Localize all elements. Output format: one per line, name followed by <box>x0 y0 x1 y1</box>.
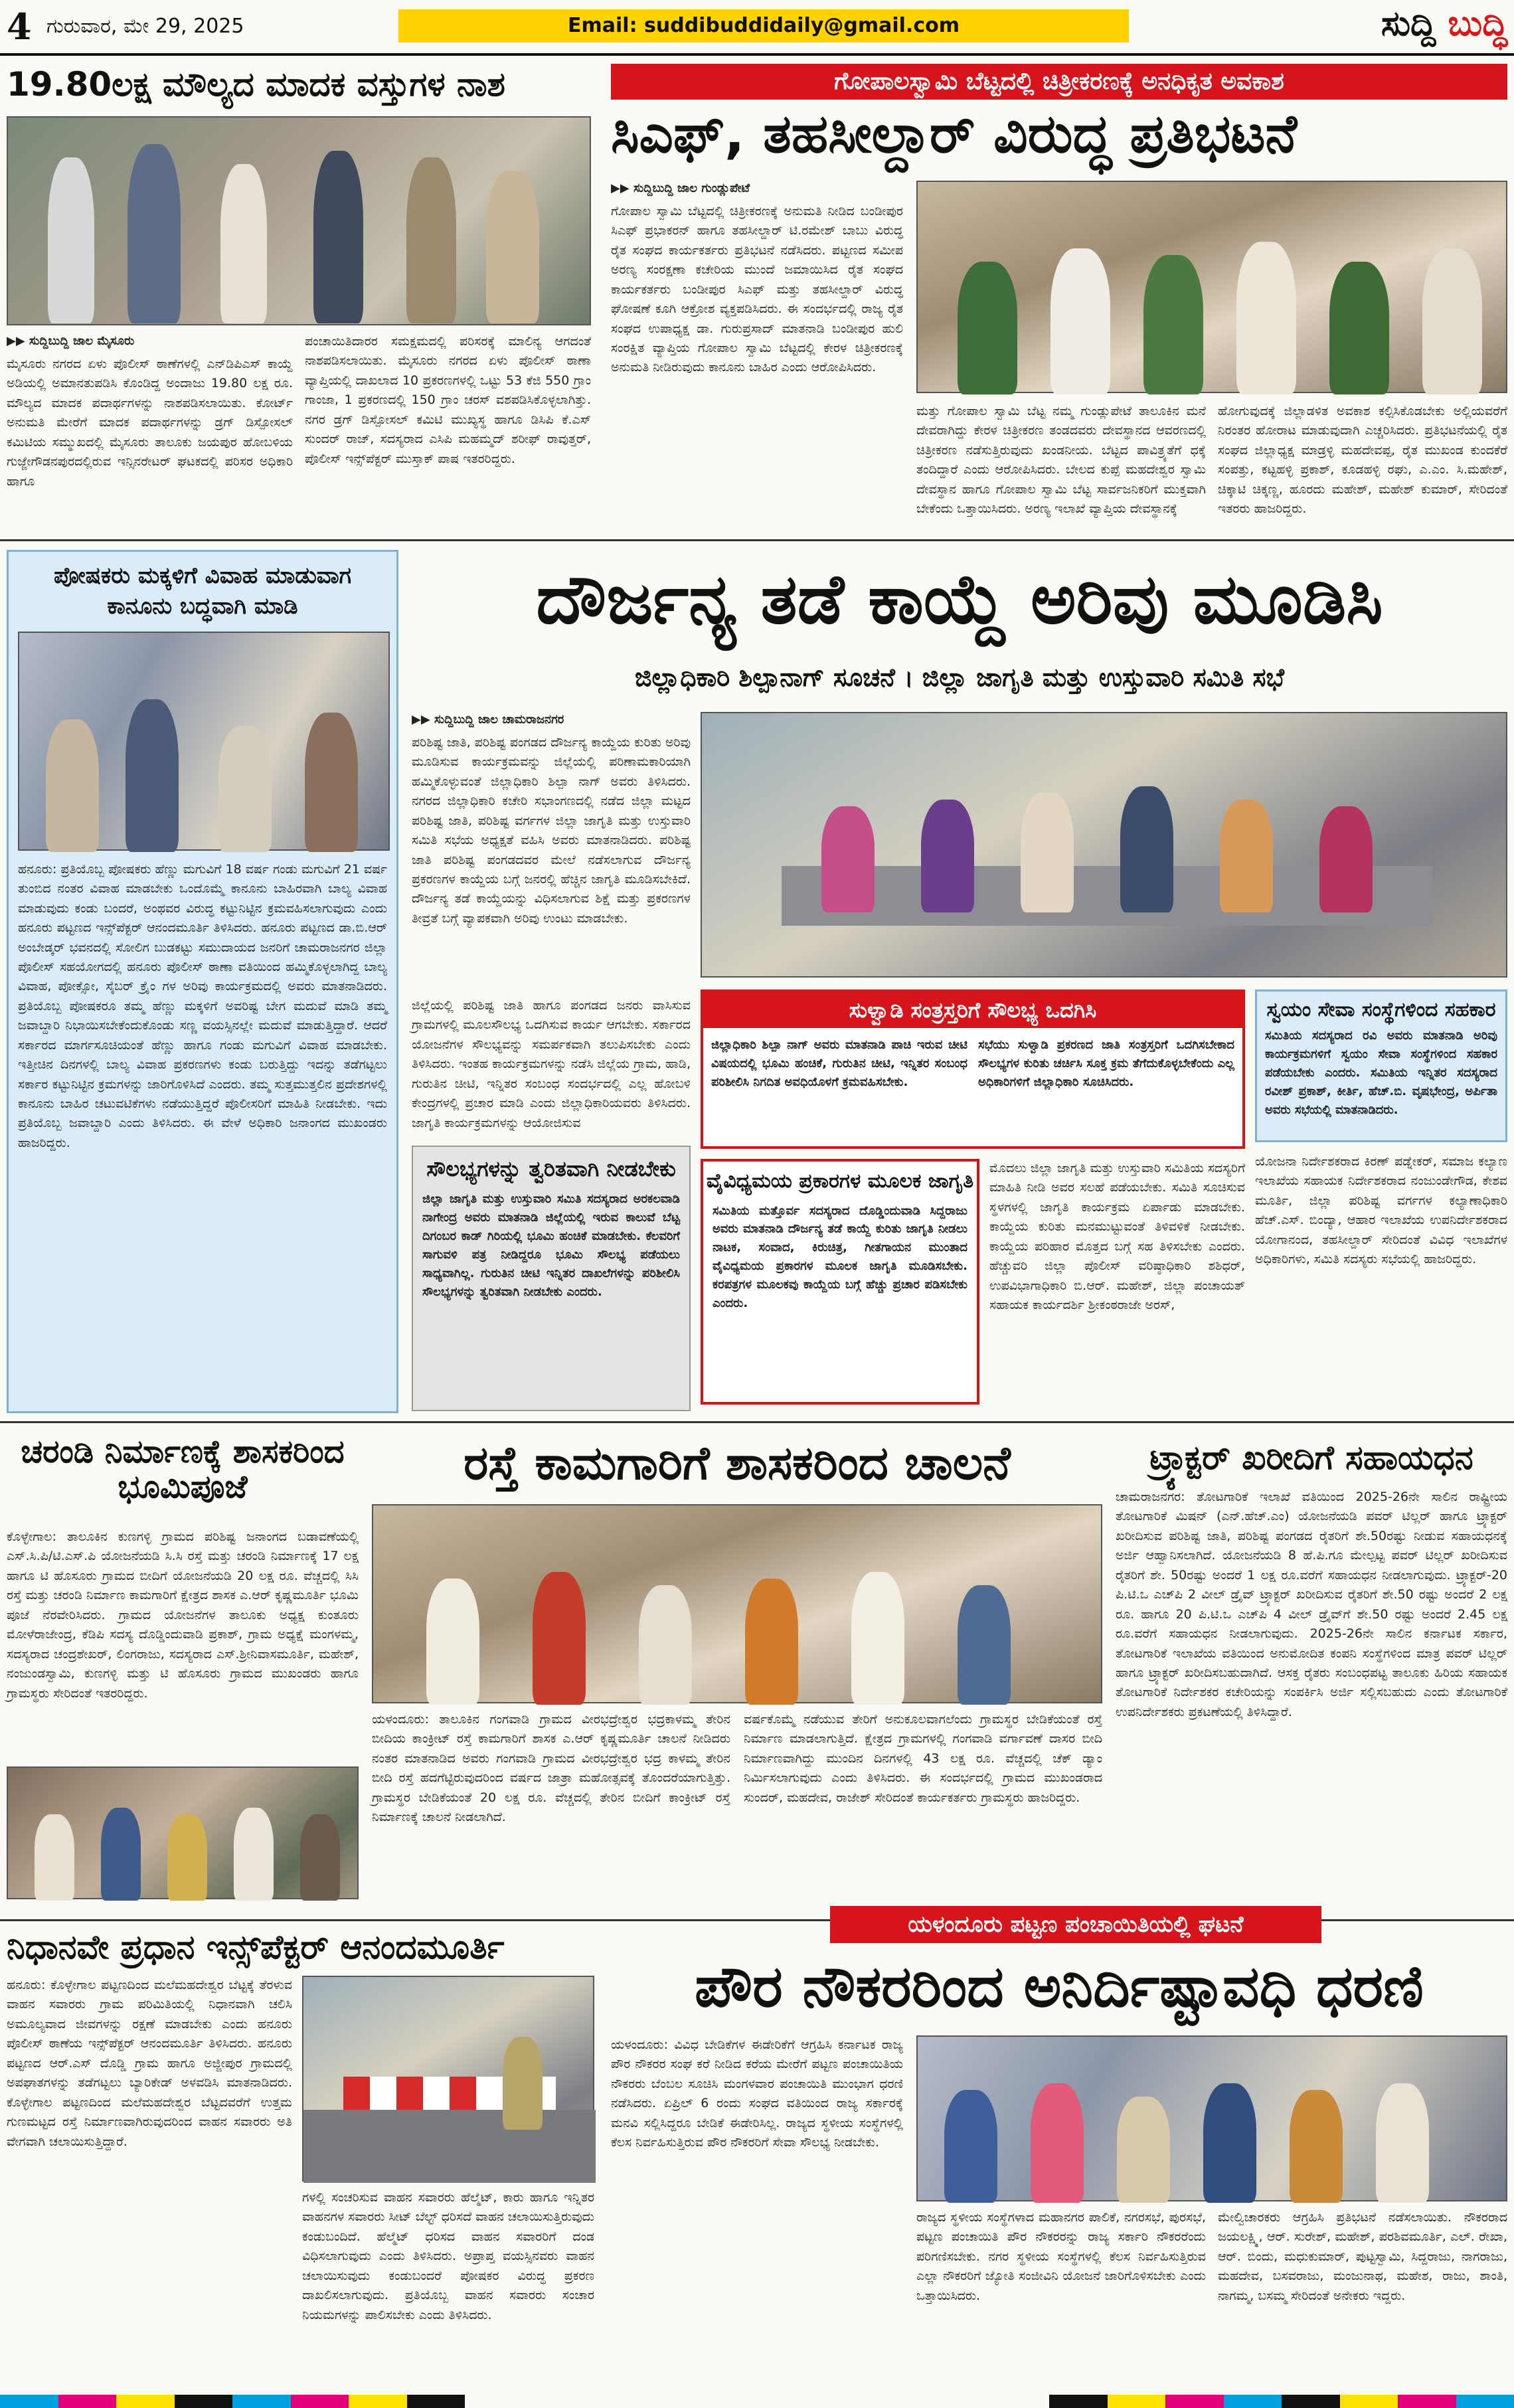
box-sulwadi-right: ಸಭೆಯು ಸುಳ್ವಾಡಿ ಪ್ರಕರಣದ ಜಾತಿ ಸಂತ್ರಸ್ತರಿಗೆ ಒದಗಿಸಬೇಕಾದ ಸೌಲಭ್ಯಗಳ ಕುರಿತು ಚರ್ಚಿಸಿ ಸೂಕ್ತ ಕ್ರಮ ತೆಗೆದುಕೊಳ್ಳಬೇಕೆಂದು ಎಲ್ಲ ಅಧಿಕಾರಿಗಳಿಗೆ ಜಿಲ್ಲಾಧಿಕಾರಿ ಸೂಚಿಸಿದರು. <box>978 1038 1234 1089</box>
story1-col1: ಮೈಸೂರು ನಗರದ ಏಳು ಪೊಲೀಸ್ ಠಾಣೆಗಳಲ್ಲಿ ಎನ್‌ಡಿಪಿಎಸ್ ಕಾಯ್ದೆ ಅಡಿಯಲ್ಲಿ ಅಮಾನತುಪಡಿಸಿ ಕೊಂಡಿದ್ದ ಅಂದಾಜು 19.80 ಲಕ್ಷ ರೂ. ಮೌಲ್ಯದ ಮಾದಕ ಪದಾರ್ಥಗಳನ್ನು ನಾಶಪಡಿಸಲಾಯಿತು. ಕೋರ್ಟ್ ಅನುಮತಿ ಮೇರೆಗೆ ಮಾದಕ ಪದಾರ್ಥಗಳನ್ನು ಡ್ರಗ್ ಡಿಸ್ಪೋಸಲ್ ಕಮಿಟಿಯ ಸಮ್ಮುಖದಲ್ಲಿ ಮೈಸೂರು ತಾಲೂಕು ಜಯಪುರ ಹೋಬಳಿಯ ಗುಜ್ಜೇಗೌಡನಪುರದಲ್ಲಿರುವ ಇನ್ಸಿನರೇಟರ್ ಘಟಕದಲ್ಲಿ ಪರಿಸರ ಅಧಿಕಾರಿ ಹಾಗೂ <box>7 356 293 489</box>
story4-col1: ಪರಿಶಿಷ್ಟ ಜಾತಿ, ಪರಿಶಿಷ್ಟ ಪಂಗಡದ ದೌರ್ಜನ್ಯ ಕಾಯ್ದೆಯ ಕುರಿತು ಅರಿವು ಮೂಡಿಸುವ ಕಾರ್ಯಕ್ರಮವನ್ನು ಜಿಲ್ಲೆಯಲ್ಲಿ ಪರಿಣಾಮಕಾರಿಯಾಗಿ ಹಮ್ಮಿಕೊಳ್ಳುವಂತೆ ಜಿಲ್ಲಾಧಿಕಾರಿ ಶಿಲ್ಪಾ ನಾಗ್ ಅವರು ತಿಳಿಸಿದರು. ನಗರದ ಜಿಲ್ಲಾಧಿಕಾರಿ ಕಚೇರಿ ಸಭಾಂಗಣದಲ್ಲಿ ನಡೆದ ಜಿಲ್ಲಾ ಮಟ್ಟದ ಪರಿಶಿಷ್ಟ ಜಾತಿ, ಪರಿಶಿಷ್ಟ ವರ್ಗಗಳ ಜಿಲ್ಲಾ ಜಾಗೃತಿ ಮತ್ತು ಉಸ್ತುವಾರಿ ಸಮಿತಿ ಸಭೆಯ ಅಧ್ಯಕ್ಷತೆ ವಹಿಸಿ ಅವರು ಮಾತನಾಡಿದರು. ಪರಿಶಿಷ್ಟ ಜಾತಿ ಪರಿಶಿಷ್ಟ ಪಂಗಡದವರ ಮೇಲೆ ನಡೆಸಲಾಗುವ ದೌರ್ಜನ್ಯ ಪ್ರಕರಣಗಳ ಕಾಯ್ದೆಯ ಬಗ್ಗೆ ಜನರಲ್ಲಿ ಹೆಚ್ಚಿನ ಜಾಗೃತಿ ಮೂಡಿಸಬೇಕಿದೆ. ದೌರ್ಜನ್ಯ ತಡೆ ಕಾಯ್ದೆಯನ್ನು ವಿಧಿಸಲಾಗುವ ಶಿಕ್ಷೆ ಮತ್ತು ಪ್ರಕರಣಗಳ ತೀವ್ರತೆ ಬಗ್ಗೆ ವ್ಯಾಪಕವಾಗಿ ಅರಿವು ಉಂಟು ಮಾಡಬೇಕು. <box>412 734 691 926</box>
story8-col1: ಹನೂರು: ಕೊಳ್ಳೇಗಾಲ ಪಟ್ಟಣದಿಂದ ಮಲೆಮಹದೇಶ್ವರ ಬೆಟ್ಟಕ್ಕೆ ತೆರಳುವ ವಾಹನ ಸವಾರರು ಗ್ರಾಮ ಪರಿಮಿತಿಯಲ್ಲಿ ನಿಧಾನವಾಗಿ ಚಲಿಸಿ ಅಮೂಲ್ಯವಾದ ಜೀವಗಳನ್ನು ರಕ್ಷಣೆ ಮಾಡಬೇಕು ಎಂದು ಹನೂರು ಪೊಲೀಸ್ ಠಾಣೆಯ ಇನ್ಸ್‌ಪೆಕ್ಟರ್ ಆನಂದಮೂರ್ತಿ ತಿಳಿಸಿದರು. ಹನೂರು ಪಟ್ಟಣದ ಆರ್.ಎಸ್ ದೊಡ್ಡಿ ಗ್ರಾಮ ಹಾಗೂ ಅಜ್ಜೀಪುರ ಗ್ರಾಮದಲ್ಲಿ ಅಪಘಾತಗಳನ್ನು ತಡೆಗಟ್ಟಲು ಬ್ಯಾರಿಕೇಡ್ ಅಳವಡಿಸಿ ಮಾತನಾಡಿದರು. ಕೊಳ್ಳೇಗಾಲ ಪಟ್ಟಣದಿಂದ ಮಲೆಮಹದೇಶ್ವರ ಬೆಟ್ಟದವರೆಗೆ ಉತ್ತಮ ಗುಣಮಟ್ಟದ ರಸ್ತೆ ನಿರ್ಮಾಣವಾಗಿರುವುದರಿಂದ ವಾಹನ ಸವಾರರು ಅತಿ ವೇಗವಾಗಿ ಚಲಾಯಿಸುತ್ತಿದ್ದಾರೆ. <box>7 1978 292 2149</box>
box-ngo-text: ಸಮಿತಿಯ ಸದಸ್ಯರಾದ ರವಿ ಅವರು ಮಾತನಾಡಿ ಅರಿವು ಕಾರ್ಯಕ್ರಮಗಳಿಗೆ ಸ್ವಯಂ ಸೇವಾ ಸಂಸ್ಥೆಗಳಿಂದ ಸಹಕಾರ ಪಡೆಯಬೇಕು ಎಂದರು. ಸಮಿತಿಯ ಇನ್ನಿತರ ಸದಸ್ಯರಾದ ರವೀಶ್ ಪ್ರಕಾಶ್, ಕೀರ್ತಿ, ಹೆಚ್.ಬಿ. ವೃಷಭೇಂದ್ರ, ಅರ್ಪಿತಾ ಅವರು ಸಭೆಯಲ್ಲಿ ಮಾತನಾಡಿದರು. <box>1265 1029 1497 1117</box>
email-banner: Email: suddibuddidaily@gmail.com <box>398 9 1129 43</box>
story5-text-box <box>7 1527 359 1760</box>
story1-dateline: ▶▶ ಸುದ್ದಿಬುದ್ದಿ ಜಾಲ ಮೈಸೂರು <box>7 334 135 348</box>
box-awareness <box>701 1159 979 1405</box>
story9-col1-box <box>611 2035 903 2381</box>
story8-col2: ಗಳಲ್ಲಿ ಸಂಚರಿಸುವ ವಾಹನ ಸವಾರರು ಹೆಲ್ಮೆಟ್, ಕಾರು ಹಾಗೂ ಇನ್ನಿತರ ವಾಹನಗಳ ಸವಾರರು ಸೀಟ್ ಬೆಲ್ಟ್ ಧರಿಸದೆ ವಾಹನ ಚಲಾಯಿಸುತ್ತಿರುವುದು ಕಂಡುಬಂದಿದೆ. ಹೆಲ್ಮೆಟ್ ಧರಿಸದ ವಾಹನ ಸವಾರರಿಗೆ ದಂಡ ವಿಧಿಸಲಾಗುವುದು ಎಂದು ತಿಳಿಸಿದರು. ಅಪ್ರಾಪ್ತ ವಯಸ್ಸಿನವರು ವಾಹನ ಚಲಾಯಿಸುವುದು ಕಂಡುಬಂದರೆ ಪೋಷಕರ ವಿರುದ್ಧ ಪ್ರಕರಣ ದಾಖಲಿಸಲಾಗುವುದು. ಪ್ರತಿಯೊಬ್ಬ ವಾಹನ ಸವಾರರು ಸಂಚಾರ ನಿಯಮಗಳನ್ನು ಪಾಲಿಸಬೇಕು ಎಂದು ತಿಳಿಸಿದರು. <box>302 2190 594 2322</box>
story6-cols <box>372 1710 1102 1909</box>
story4-photo <box>701 712 1507 978</box>
footer-color-bar-right <box>1049 2395 1514 2408</box>
story4-headline: ದೌರ್ಜನ್ಯ ತಡೆ ಕಾಯ್ದೆ ಅರಿವು ಮೂಡಿಸಿ <box>536 559 1383 640</box>
story7-headline: ಟ್ರ್ಯಾಕ್ಟರ್ ಖರೀದಿಗೆ ಸಹಾಯಧನ <box>1149 1438 1473 1477</box>
story8-photo <box>302 1976 594 2182</box>
story1-headline: 19.80ಲಕ್ಷ ಮೌಲ್ಯದ ಮಾದಕ ವಸ್ತುಗಳ ನಾಶ <box>7 65 505 104</box>
story6-col1: ಯಳಂದೂರು: ತಾಲೂಕಿನ ಗಂಗವಾಡಿ ಗ್ರಾಮದ ವೀರಭದ್ರೇಶ್ವರ ಭದ್ರಕಾಳಮ್ಮ ತೇರಿನ ಬೀದಿಯ ಕಾಂಕ್ರೀಟ್ ರಸ್ತೆ ಕಾಮಗಾರಿಗೆ ಶಾಸಕ ಎ.ಆರ್ ಕೃಷ್ಣಮೂರ್ತಿ ಚಾಲನೆ ನೀಡಿದರು ನಂತರ ಮಾತನಾಡಿದ ಅವರು ಗಂಗವಾಡಿ ಗ್ರಾಮದ ವೀರಭದ್ರೇಶ್ವರ ಭದ್ರ ಕಾಳಮ್ಮ ತೇರಿನ ಬೀದಿ ರಸ್ತೆ ಹದಗೆಟ್ಟಿರುವುದರಿಂದ ವರ್ಷದ ಜಾತ್ರಾ ಮಹೋತ್ಸವಕ್ಕೆ ತೊಂದರೆಯಾಗುತ್ತಿತ್ತು. ಗ್ರಾಮಸ್ಥರ ಬೇಡಿಕೆಯಂತೆ 20 ಲಕ್ಷ ರೂ. ವೆಚ್ಚದಲ್ಲಿ ತೇರಿನ ಬೀದಿಗೆ ಕಾಂಕ್ರೀಟ್ ರಸ್ತೆ ನಿರ್ಮಾಣಕ್ಕೆ ಚಾಲನೆ ನೀಡಲಾಗಿದೆ. <box>372 1712 730 1825</box>
story6-photo <box>372 1504 1102 1703</box>
story9-kicker: ಯಳಂದೂರು ಪಟ್ಟಣ ಪಂಚಾಯಿತಿಯಲ್ಲಿ ಘಟನೆ <box>830 1906 1321 1943</box>
box-facilities <box>412 1146 691 1411</box>
logo-word-2: ಬುದ್ಧಿ <box>1448 4 1507 44</box>
story3-photo <box>18 632 390 851</box>
story4-col1-box <box>412 711 691 989</box>
box-sulwadi-body <box>703 1028 1242 1146</box>
story4-col4: ಯೋಜನಾ ನಿರ್ದೇಶಕರಾದ ಕಿರಣ್ ಪಡ್ನೇಕರ್, ಸಮಾಜ ಕಲ್ಯಾಣ ಇಲಾಖೆಯ ಸಹಾಯಕ ನಿರ್ದೇಶಕರಾದ ನಂಜುಂಡೇಗೌಡ, ಕೇಶವ ಮೂರ್ತಿ, ಜಿಲ್ಲಾ ಪರಿಶಿಷ್ಟ ವರ್ಗಗಳ ಕಲ್ಯಾಣಾಧಿಕಾರಿ ಹೆಚ್.ಎಸ್. ಬಿಂದ್ಯಾ, ಆಹಾರ ಇಲಾಖೆಯ ಉಪನಿರ್ದೇಶಕರಾದ ಯೋಗಾನಂದ, ತಹಸೀಲ್ದಾರ್ ಸೇರಿದಂತೆ ವಿವಿಧ ಇಲಾಖೆಗಳ ಅಧಿಕಾರಿಗಳು, ಸಮಿತಿ ಸದಸ್ಯರು ಸಭೆಯಲ್ಲಿ ಹಾಜರಿದ್ದರು. <box>1255 1154 1507 1267</box>
story4-col4-box <box>1255 1152 1507 1405</box>
story2-col3: ಹೋಗುವುದಕ್ಕೆ ಜಿಲ್ಲಾಡಳಿತ ಅವಕಾಶ ಕಲ್ಪಿಸಿಕೊಡಬೇಕು ಅಲ್ಲಿಯವರೆಗೆ ನಿರಂತರ ಹೋರಾಟ ಮಾಡುವುದಾಗಿ ಎಚ್ಚರಿಸಿದರು. ಪ್ರತಿಭಟನೆಯಲ್ಲಿ ರೈತ ಸಂಘದ ಜಿಲ್ಲಾಧ್ಯಕ್ಷ ಮಾಡ್ರಳ್ಳಿ ಮಹದೇವಪ್ಪ, ರೈತ ಮುಖಂಡ ಕುಂದಕೆರೆ ಸಂಪತ್ತು, ಕಟ್ಟಹಳ್ಳಿ ಪ್ರಕಾಶ್, ಕೂಡಹಳ್ಳಿ ರಘು, ಎ.ಎಂ. ಸಿ.ಮಹೇಶ್, ಚಿಕ್ಕಾಟಿ ಚಿಕ್ಕಣ್ಣ, ಹೂರದು ಮಹೇಶ್, ಮಹೇಶ್ ಕುಮಾರ್, ಸೇರಿದಂತೆ ಇತರರು ಹಾಜರಿದ್ದರು. <box>1218 404 1507 517</box>
box-facilities-text: ಜಿಲ್ಲಾ ಜಾಗೃತಿ ಮತ್ತು ಉಸ್ತುವಾರಿ ಸಮಿತಿ ಸದಸ್ಯರಾದ ಅರಕಲವಾಡಿ ನಾಗೇಂದ್ರ ಅವರು ಮಾತನಾಡಿ ಜಿಲ್ಲೆಯಲ್ಲಿ ಇರುವ ಕಾಲುವೆ ಬೆಟ್ಟ ದಿಗಂಬರ ಕಾಡ್ ಗಿರಿಯಲ್ಲಿ ಭೂಮಿ ಹಂಚಿಕೆ ಮಾಡಬೇಕು. ಕೆಲವರಿಗೆ ಸಾಗುವಳಿ ಪತ್ರ ನೀಡಿದ್ದರೂ ಭೂಮಿ ಸೌಲಭ್ಯ ಪಡೆಯಲು ಸಾಧ್ಯವಾಗಿಲ್ಲ. ಗುರುತಿನ ಚೀಟಿ ಇನ್ನಿತರ ದಾಖಲೆಗಳನ್ನು ಪರಿಶೀಲಿಸಿ ಸೌಲಭ್ಯಗಳನ್ನು ತ್ವರಿತವಾಗಿ ನೀಡಬೇಕು ಎಂದರು. <box>422 1192 680 1299</box>
story1-col2: ಪಂಚಾಯಿತಿದಾರರ ಸಮಕ್ಷಮದಲ್ಲಿ ಪರಿಸರಕ್ಕೆ ಮಾಲಿನ್ಯ ಆಗದಂತೆ ನಾಶಪಡಿಸಲಾಯಿತು. ಮೈಸೂರು ನಗರದ ಏಳು ಪೊಲೀಸ್ ಠಾಣಾ ವ್ಯಾಪ್ತಿಯಲ್ಲಿ ದಾಖಲಾದ 10 ಪ್ರಕರಣಗಳಲ್ಲಿ ಒಟ್ಟು 53 ಕೆಜಿ 550 ಗ್ರಾಂ ಗಾಂಜಾ, 1 ಪ್ರಕರಣದಲ್ಲಿ 150 ಗ್ರಾಂ ಚರಸ್ ವಶಪಡಿಸಿಕೊಳ್ಳಲಾಗಿತ್ತು. ನಗರ ಡ್ರಗ್ ಡಿಸ್ಪೋಸಲ್ ಕಮಿಟಿ ಮುಖ್ಯಸ್ಥ ಹಾಗೂ ಡಿಸಿಪಿ ಕೆ.ಎಸ್ ಸುಂದರ್ ರಾಜ್, ಸದಸ್ಯರಾದ ಎಸಿಪಿ ಮಹಮ್ಮದ್ ಶರೀಫ್ ರಾವುತ್ತರ್, ಪೊಲೀಸ್ ಇನ್ಸ್‌ಪೆಕ್ಟರ್ ಮುಸ್ತಾಕ್ ಪಾಷ ಇತರರಿದ್ದರು. <box>305 334 591 466</box>
story2-kicker: ಗೋಪಾಲಸ್ವಾಮಿ ಬೆಟ್ಟದಲ್ಲಿ ಚಿತ್ರೀಕರಣಕ್ಕೆ ಅನಧಿಕೃತ ಅವಕಾಶ <box>611 64 1507 100</box>
box-ngo-help <box>1255 989 1507 1142</box>
story4-col3-box <box>989 1159 1245 1405</box>
story9-cols <box>916 2208 1507 2381</box>
story5-text: ಕೊಳ್ಳೇಗಾಲ: ತಾಲೂಕಿನ ಕುಣಗಳ್ಳಿ ಗ್ರಾಮದ ಪರಿಶಿಷ್ಟ ಜನಾಂಗದ ಬಡಾವಣೆಯಲ್ಲಿ ಎಸ್.ಸಿ.ಪಿ/ಟಿ.ಎಸ್.ಪಿ ಯೋಜನೆಯಡಿ ಸಿ.ಸಿ ರಸ್ತೆ ಮತ್ತು ಚರಂಡಿ ನಿರ್ಮಾಣಕ್ಕೆ 17 ಲಕ್ಷ ಹಾಗೂ ಟಿ ಹೊಸೂರು ಗ್ರಾಮದ ಬೀದಿಗೆ ಯೋಜನೆಯಡಿ 20 ಲಕ್ಷ ರೂ. ವೆಚ್ಚದಲ್ಲಿ ಸಿಸಿ ರಸ್ತೆ ಮತ್ತು ಚರಂಡಿ ನಿರ್ಮಾಣ ಕಾಮಗಾರಿಗೆ ಕ್ಷೇತ್ರದ ಶಾಸಕ ಎ.ಆರ್ ಕೃಷ್ಣಮೂರ್ತಿ ಭೂಮಿ ಪೂಜೆ ನೆರವೇರಿಸಿದರು. ಗ್ರಾಮದ ಯೋಜನೆಗಳ ತಾಲೂಕು ಅಧ್ಯಕ್ಷ ಕುಂತೂರು ಮೋಳೆರಾಜೇಂದ್ರ, ಕೆಡಿಪಿ ಸದಸ್ಯ ದೊಡ್ಡಿಂದುವಾಡಿ ಪ್ರಕಾಶ್, ಗ್ರಾಮ ಅಧ್ಯಕ್ಷೆ ಮಂಗಳಮ್ಮ, ಸದಸ್ಯರಾದ ಚಂದ್ರಶೇಖರ್, ಲಿಂಗರಾಜು, ಸದಸ್ಯರಾದ ಎಸ್.ಶ್ರೀನಿವಾಸಮೂರ್ತಿ, ಮಹೇಶ್, ನಂಜುಂಡಸ್ವಾಮಿ, ಕುಣಗಳ್ಳಿ ಮತ್ತು ಟಿ ಹೊಸೂರು ಗ್ರಾಮದ ಮುಖಂಡರು ಹಾಗೂ ಗ್ರಾಮಸ್ಥರು ಸೇರಿದಂತೆ ಇತರರಿದ್ದರು. <box>7 1529 359 1701</box>
story9-col3: ಮೇಲ್ವಿಚಾರಕರು ಆಗ್ರಹಿಸಿ ಪ್ರತಿಭಟನೆ ನಡೆಸಲಾಯಿತು. ನೌಕರರಾದ ಜಯಲಕ್ಷ್ಮಿ, ಆರ್. ಸುರೇಶ್, ಮಹೇಶ್, ಪರಶಿವಮೂರ್ತಿ, ಎಲ್. ರೇಖಾ, ಆರ್. ಬಿಂದು, ಮಧುಕುಮಾರ್, ಪುಟ್ಟಸ್ವಾಮಿ, ಸಿದ್ದರಾಜು, ನಾಗರಾಜು, ಮಹದೇವ, ಬಸವರಾಜು, ಮಂಜುನಾಥ, ಮಹೇಶ, ರಾಜು, ಶಾಂತಿ, ನಾಗಮ್ಮ, ಬಸಮ್ಮ ಸೇರಿದಂತೆ ಅನೇಕರು ಇದ್ದರು. <box>1218 2210 1507 2303</box>
story7-text: ಚಾಮರಾಜನಗರ: ತೋಟಗಾರಿಕೆ ಇಲಾಖೆ ವತಿಯಿಂದ 2025-26ನೇ ಸಾಲಿನ ರಾಷ್ಟ್ರೀಯ ತೋಟಗಾರಿಕೆ ಮಿಷನ್ (ಎನ್.ಹೆಚ್.ಎಂ) ಯೋಜನೆಯಡಿ ಪವರ್ ಟಿಲ್ಲರ್ ಹಾಗೂ ಟ್ರ್ಯಾಕ್ಟರ್ ಖರೀದಿಸುವ ಪರಿಶಿಷ್ಟ ಜಾತಿ, ಪರಿಶಿಷ್ಟ ಪಂಗಡದ ರೈತರಿಗೆ ಶೇ.50ರಷ್ಟು ನೀಡುವ ಸಹಾಯಧನಕ್ಕೆ ಅರ್ಜಿ ಆಹ್ವಾನಿಸಲಾಗಿದೆ. ಯೋಜನೆಯಡಿ 8 ಹೆ.ಪಿ.ಗೂ ಮೇಲ್ಪಟ್ಟ ಪವರ್ ಟಿಲ್ಲರ್ ಖರೀದಿಸುವ ರೈತರಿಗೆ ಶೇ. 50ರಷ್ಟು ಅಂದರೆ 1 ಲಕ್ಷ ರೂ.ವರೆಗೆ ಸಹಾಯಧನ ನೀಡಲಾಗುವುದು. ಟ್ರ್ಯಾಕ್ಟರ್-20 ಪಿ.ಟಿ.ಒ ಎಚ್‌ಪಿ 2 ವೀಲ್ ಡ್ರೈವ್ ಟ್ರ್ಯಾಕ್ಟರ್ ಖರೀದಿಸುವ ರೈತರಿಗೆ ಶೇ.50 ರಷ್ಟು ಅಂದರೆ 2 ಲಕ್ಷ ರೂ. ಹಾಗೂ 20 ಪಿ.ಟಿ.ಒ ಎಚ್‌ಪಿ 4 ವೀಲ್ ಡ್ರೈವ್‌ಗೆ ಶೇ.50 ರಷ್ಟು ಅಂದರೆ 2.45 ಲಕ್ಷ ರೂ.ವರೆಗೆ ಸಹಾಯಧನ ನೀಡಲಾಗುವುದು. 2025-26ನೇ ಸಾಲಿನ ಕರ್ನಾಟಕ ಸರ್ಕಾರ, ತೋಟಗಾರಿಕೆ ಇಲಾಖೆಯ ವತಿಯಿಂದ ಅನುಮೋದಿತ ಕಂಪನಿ ಸಂಸ್ಥೆಗಳಿಂದ ಮಾತ್ರ ಪವರ್ ಟಿಲ್ಲರ್ ಹಾಗೂ ಟ್ರ್ಯಾಕ್ಟರ್ ಖರೀದಿಸಬಹುದಾಗಿದೆ. ಆಸಕ್ತ ರೈತರು ಸಂಬಂಧಪಟ್ಟ ತಾಲೂಕು ಹಿರಿಯ ಸಹಾಯಕ ತೋಟಗಾರಿಕೆ ನಿರ್ದೇಶಕರ ಕಚೇರಿಯನ್ನು ಸಂಪರ್ಕಿಸಿ ಅರ್ಜಿ ಸಲ್ಲಿಸಬಹುದು ಎಂದು ತೋಟಗಾರಿಕೆ ಉಪನಿರ್ದೇಶಕರು ಪ್ರಕಟಣೆಯಲ್ಲಿ ತಿಳಿಸಿದ್ದಾರೆ. <box>1116 1490 1507 1719</box>
story2-col2: ಮತ್ತು ಗೋಪಾಲ ಸ್ವಾಮಿ ಬೆಟ್ಟ ನಮ್ಮ ಗುಂಡ್ಲುಪೇಟೆ ತಾಲೂಕಿನ ಮನೆ ದೇವರಾಗಿದ್ದು ಕೇರಳ ಚಿತ್ರೀಕರಣ ತಂಡದವರು ದೇವಸ್ಥಾನದ ಆವರಣದಲ್ಲಿ ಚಿತ್ರೀಕರಣ ನಡೆಸುತ್ತಿರುವುದು ಖಂಡನೀಯ. ಬೆಟ್ಟದ ಪಾವಿತ್ರ್ಯತೆಗೆ ಧಕ್ಕೆ ತಂದಿದ್ದಾರೆ ಎಂದು ಆರೋಪಿಸಿದರು. ಬೇಲದ ಕುಪ್ಪೆ ಮಹದೇಶ್ವರ ಸ್ವಾಮಿ ದೇವಸ್ಥಾನ ಹಾಗೂ ಗೋಪಾಲ ಸ್ವಾಮಿ ಬೆಟ್ಟ ಸಾರ್ವಜನಿಕರಿಗೆ ಮುಕ್ತವಾಗಿ ಬೇಕೆಂದು ಒತ್ತಾಯಿಸಿದರು. ಅರಣ್ಯ ಇಲಾಖೆ ವ್ಯಾಪ್ತಿಯ ದೇವಸ್ಥಾನಕ್ಕೆ <box>916 404 1206 517</box>
story8-col2-box <box>302 2188 594 2381</box>
story3-text <box>18 860 387 1398</box>
box-ngo-title: ಸ್ವಯಂ ಸೇವಾ ಸಂಸ್ಥೆಗಳಿಂದ ಸಹಕಾರ <box>1266 998 1496 1021</box>
story9-col2: ರಾಜ್ಯದ ಸ್ಥಳೀಯ ಸಂಸ್ಥೆಗಳಾದ ಮಹಾನಗರ ಪಾಲಿಕೆ, ನಗರಸಭೆ, ಪುರಸಭೆ, ಪಟ್ಟಣ ಪಂಚಾಯಿತಿ ಪೌರ ನೌಕರರನ್ನು ರಾಜ್ಯ ಸರ್ಕಾರಿ ನೌಕರರೆಂದು ಪರಿಗಣಿಸಬೇಕು. ನಗರ ಸ್ಥಳೀಯ ಸಂಸ್ಥೆಗಳಲ್ಲಿ ಕೆಲಸ ನಿರ್ವಹಿಸುತ್ತಿರುವ ಎಲ್ಲಾ ನೌಕರರಿಗೆ ಜ್ಯೋತಿ ಸಂಜೀವಿನಿ ಯೋಜನೆ ಜಾರಿಗೊಳಿಸಬೇಕು ಎಂದು ಒತ್ತಾಯಿಸಿದರು. <box>916 2210 1206 2303</box>
page-number: 4 <box>7 5 32 48</box>
box-facilities-title: ಸೌಲಭ್ಯಗಳನ್ನು ತ್ವರಿತವಾಗಿ ನೀಡಬೇಕು <box>426 1156 676 1181</box>
story2-dateline: ▶▶ ಸುದ್ದಿಬುದ್ದಿ ಜಾಲ ಗುಂಡ್ಲುಪೇಟೆ <box>611 181 750 195</box>
story9-photo <box>916 2035 1507 2201</box>
story2-headline: ಸಿಎಫ್, ತಹಸೀಲ್ದಾರ್ ವಿರುದ್ಧ ಪ್ರತಿಭಟನೆ <box>611 103 1298 165</box>
story2-photo <box>916 181 1507 393</box>
logo-word-1: ಸುದ್ದಿ <box>1381 4 1436 44</box>
story3-paragraph: ಹನೂರು: ಪ್ರತಿಯೊಬ್ಬ ಪೋಷಕರು ಹೆಣ್ಣು ಮಗುವಿಗೆ 18 ವರ್ಷ ಗಂಡು ಮಗುವಿಗೆ 21 ವರ್ಷ ತುಂಬಿದ ನಂತರ ವಿವಾಹ ಮಾಡಬೇಕು ಒಂದೊಮ್ಮೆ ಕಾನೂನು ಬಾಹಿರವಾಗಿ ಬಾಲ್ಯ ವಿವಾಹ ಮಾಡುವುದು ಕಂಡು ಬಂದರೆ, ಅಂಥವರ ವಿರುದ್ಧ ಕಟ್ಟುನಿಟ್ಟಿನ ಕ್ರಮವಹಿಸಲಾಗುವುದು ಎಂದು ಹನೂರು ಪಟ್ಟಣದ ಇನ್ಸ್‌ಪೆಕ್ಟರ್ ಆನಂದಮೂರ್ತಿ ತಿಳಿಸಿದರು. ಹನೂರು ಪಟ್ಟಣದ ಡಾ.ಬಿ.ಆರ್ ಅಂಬೇಡ್ಕರ್ ಭವನದಲ್ಲಿ ಸೋಲಿಗ ಬುಡಕಟ್ಟು ಸಮುದಾಯದ ಜನರಿಗೆ ಚಾಮರಾಜನಗರ ಜಿಲ್ಲಾ ಪೊಲೀಸ್ ಸಹಯೋಗದಲ್ಲಿ ಹನೂರು ಪೊಲೀಸ್ ಠಾಣಾ ವತಿಯಿಂದ ಹಮ್ಮಿಕೊಳ್ಳಲಾಗಿದ್ದ ಬಾಲ್ಯ ವಿವಾಹ, ಪೋಕ್ಸೋ, ಸೈಬರ್ ಕ್ರೈಂ ಗಳ ಅರಿವು ಕಾರ್ಯಕ್ರಮದಲ್ಲಿ ಅವರು ಮಾತನಾಡಿದರು. ಪ್ರತಿಯೊಬ್ಬ ಪೋಷಕರೂ ತಮ್ಮ ಹೆಣ್ಣು ಮಕ್ಕಳಿಗೆ ಅವರಿಷ್ಟ ಬೇಗ ಮದುವೆ ಮಾಡಿ ತಮ್ಮ ಜವಾಬ್ದಾರಿ ನಿಭಾಯಿಸಬೇಕೆಂದುಕೊಂಡು ಸಣ್ಣ ವಯಸ್ಸಿನಲ್ಲೇ ಮದುವೆ ಮಾಡುತ್ತಿದ್ದಾರೆ. ಆದರೆ ಸರ್ಕಾರದ ಮಾರ್ಗಸೂಚಿಯಂತೆ ಹೆಣ್ಣು ಹಾಗೂ ಗಂಡು ಮಗುವಿಗೆ ವಿವಾಹ ಮಾಡಬೇಕು. ಇತ್ತೀಚಿನ ದಿನಗಳಲ್ಲಿ ಬಾಲ್ಯ ವಿವಾಹ ಪ್ರಕರಣಗಳು ಕಂಡು ಬರುತ್ತಿದ್ದು ಇದನ್ನು ತಡೆಗಟ್ಟಲು ಸರ್ಕಾರ ಕಟ್ಟುನಿಟ್ಟಿನ ಕ್ರಮಗಳನ್ನು ಜಾರಿಗೊಳಿಸಿದೆ ಎಂದರು. ತಮ್ಮ ಸುತ್ತಮುತ್ತಲಿನ ಪ್ರದೇಶಗಳಲ್ಲಿ ಕಾನೂನು ಬಾಹಿರ ಚಟುವಟಿಕೆಗಳು ನಡೆಯುತ್ತಿದ್ದರೆ ಪೊಲೀಸರಿಗೆ ಮಾಹಿತಿ ನೀಡಬೇಕು. ಇದು ಪ್ರತಿಯೊಬ್ಬ ಜವಾಬ್ದಾರಿ ಎಂದು ತಿಳಿಸಿದರು. ಈ ವೇಳೆ ಅಧಿಕಾರಿ ಜನಾಂಗದ ಮುಖಂಡರು ಹಾಜರಿದ್ದರು. <box>18 861 387 1150</box>
masthead-logo <box>1189 4 1507 49</box>
story6-col2: ವರ್ಷಕೊಮ್ಮೆ ನಡೆಯುವ ತೇರಿಗೆ ಅನುಕೂಲವಾಗಲೆಂದು ಗ್ರಾಮಸ್ಥರ ಬೇಡಿಕೆಯಂತೆ ರಸ್ತೆ ನಿರ್ಮಾಣ ಮಾಡಲಾಗುತ್ತಿದೆ. ಕ್ಷೇತ್ರದ ಗ್ರಾಮಗಳಲ್ಲಿ ಗಂಗವಾಡಿ ವರ್ಗಾವಣೆ ದಾಸರ ಬೀದಿ ನಿರ್ಮಾಣವಾಗಿದ್ದು ಮುಂದಿನ ದಿನಗಳಲ್ಲಿ 43 ಲಕ್ಷ ರೂ. ವೆಚ್ಚದಲ್ಲಿ ಚೆಕ್ ಡ್ಯಾಂ ನಿರ್ಮಿಸಲಾಗುವುದು ಎಂದು ತಿಳಿಸಿದರು. ಈ ಸಂದರ್ಭದಲ್ಲಿ ಗ್ರಾಮದ ಮುಖಂಡರಾದ ಸುಂದರ್, ಮಹದೇವ, ರಾಜೇಶ್ ಸೇರಿದಂತೆ ಕಾರ್ಯಕರ್ತರು ಗ್ರಾಮಸ್ಥರು ಹಾಜರಿದ್ದರು. <box>744 1712 1102 1805</box>
story3-title: ಪೋಷಕರು ಮಕ್ಕಳಿಗೆ ವಿವಾಹ ಮಾಡುವಾಗ ಕಾನೂನು ಬದ್ಧವಾಗಿ ಮಾಡಿ <box>54 562 351 620</box>
section-divider-2 <box>0 1421 1514 1423</box>
section-divider-1 <box>0 539 1514 541</box>
story7-text-box <box>1116 1488 1507 1913</box>
story4-col3: ಮೊದಲು ಜಿಲ್ಲಾ ಜಾಗೃತಿ ಮತ್ತು ಉಸ್ತುವಾರಿ ಸಮಿತಿಯ ಸದಸ್ಯರಿಗೆ ಮಾಹಿತಿ ನೀಡಿ ಅವರ ಸಲಹೆ ಪಡೆಯಬೇಕು. ಸಮಿತಿ ಸೂಚಿಸುವ ಸ್ಥಳಗಳಲ್ಲಿ ಜಾಗೃತಿ ಕಾರ್ಯಕ್ರಮ ಏರ್ಪಾಡು ಮಾಡಬೇಕು. ಕಾಯ್ದೆಯ ಕುರಿತು ಮನಮುಟ್ಟುವಂತೆ ತಿಳಿವಳಿಕೆ ನೀಡಬೇಕು. ಕಾಯ್ದೆಯ ಪರಿಹಾರ ಮೊತ್ತದ ಬಗ್ಗೆ ಸಹ ತಿಳಿಸಬೇಕು ಎಂದರು. ಹೆಚ್ಚುವರಿ ಜಿಲ್ಲಾ ಪೊಲೀಸ್ ವರಿಷ್ಠಾಧಿಕಾರಿ ಶಶಿಧರ್, ಉಪವಿಭಾಗಾಧಿಕಾರಿ ಬಿ.ಆರ್. ಮಹೇಶ್, ಜಿಲ್ಲಾ ಪಂಚಾಯತ್ ಸಹಾಯಕ ಕಾರ್ಯದರ್ಶಿ ಶ್ರೀಕಂಠರಾಜೇ ಅರಸ್, <box>989 1161 1245 1313</box>
story4-col2-box <box>412 996 691 1136</box>
story9-headline: ಪೌರ ನೌಕರರಿಂದ ಅನಿರ್ದಿಷ್ಟಾವಧಿ ಧರಣಿ <box>695 1954 1424 2020</box>
story8-headline: ನಿಧಾನವೇ ಪ್ರಧಾನ ಇನ್ಸ್‌ಪೆಕ್ಟರ್ ಆನಂದಮೂರ್ತಿ <box>7 1928 505 1966</box>
story2-col1: ಗೋಪಾಲ ಸ್ವಾಮಿ ಬೆಟ್ಟದಲ್ಲಿ ಚಿತ್ರೀಕರಣಕ್ಕೆ ಅನುಮತಿ ನೀಡಿದ ಬಂಡೀಪುರ ಸಿಎಫ್ ಪ್ರಭಾಕರನ್ ಹಾಗೂ ತಹಸೀಲ್ದಾರ್ ಟಿ.ರಮೇಶ್ ಬಾಬು ವಿರುದ್ಧ ರೈತ ಸಂಘದ ಕಾರ್ಯಕರ್ತರು ಪ್ರತಿಭಟನೆ ನಡೆಸಿದರು. ಪಟ್ಟಣದ ಸಮೀಪ ಅರಣ್ಯ ಸಂರಕ್ಷಣಾ ಕಚೇರಿಯ ಮುಂದೆ ಜಮಾಯಿಸಿದ ರೈತ ಸಂಘದ ಕಾರ್ಯಕರ್ತರು ಬಂಡೀಪುರ ಸಿಎಫ್ ಮತ್ತು ತಹಸೀಲ್ದಾರ್ ವಿರುದ್ಧ ಘೋಷಣೆ ಕೂಗಿ ಆಕ್ರೋಶ ವ್ಯಕ್ತಪಡಿಸಿದರು. ಈ ಸಂದರ್ಭದಲ್ಲಿ ರಾಜ್ಯ ರೈತ ಸಂಘದ ಉಪಾಧ್ಯಕ್ಷ ಡಾ. ಗುರುಪ್ರಸಾದ್ ಮಾತನಾಡಿ ಬಂಡೀಪುರ ಹುಲಿ ಸಂರಕ್ಷಿತ ವ್ಯಾಪ್ತಿಯ ಗೋಪಾಲ ಸ್ವಾಮಿ ಬೆಟ್ಟದಲ್ಲಿ ಕೇರಳ ಚಿತ್ರೀಕರಣಕ್ಕೆ ಅನುಮತಿ ನೀಡಿರುವುದು ಕಾನೂನು ಬಾಹಿರ ಎಂದು ಆರೋಪಿಸಿದರು. <box>611 203 903 375</box>
story1-body <box>7 332 591 531</box>
story3-box <box>7 550 398 1413</box>
box-sulwadi <box>701 989 1245 1149</box>
page-header <box>0 0 1514 53</box>
header-rule <box>0 53 1514 56</box>
issue-date: ಗುರುವಾರ, ಮೇ 29, 2025 <box>46 15 244 38</box>
story2-col1-box <box>611 179 903 531</box>
story4-subhead: ಜಿಲ್ಲಾಧಿಕಾರಿ ಶಿಲ್ಪಾನಾಗ್ ಸೂಚನೆ । ಜಿಲ್ಲಾ ಜಾಗೃತಿ ಮತ್ತು ಉಸ್ತುವಾರಿ ಸಮಿತಿ ಸಭೆ <box>634 663 1285 692</box>
story5-headline: ಚರಂಡಿ ನಿರ್ಮಾಣಕ್ಕೆ ಶಾಸಕರಿಂದ ಭೂಮಿಪೂಜೆ <box>21 1433 345 1505</box>
story4-col2: ಜಿಲ್ಲೆಯಲ್ಲಿ ಪರಿಶಿಷ್ಟ ಜಾತಿ ಹಾಗೂ ಪಂಗಡದ ಜನರು ವಾಸಿಸುವ ಗ್ರಾಮಗಳಲ್ಲಿ ಮೂಲಸೌಲಭ್ಯ ಒದಗಿಸುವ ಕಾರ್ಯ ಆಗಬೇಕು. ಸರ್ಕಾರದ ಯೋಜನೆಗಳ ಸೌಲಭ್ಯವನ್ನು ಸಮರ್ಪಕವಾಗಿ ತಲುಪಿಸಬೇಕು ಎಂದು ತಿಳಿಸಿದರು. ಇಂತಹ ಕಾರ್ಯಕ್ರಮಗಳನ್ನು ನಡೆಸಿ ಜಿಲ್ಲೆಯ ಗ್ರಾಮ, ಹಾಡಿ, ಗುರುತಿನ ಚೀಟಿ, ಇನ್ನಿತರ ಸಂಬಂಧ ಸಂದರ್ಭದಲ್ಲಿ ಎಲ್ಲ ಹೋಬಳಿ ಕೇಂದ್ರಗಳಲ್ಲಿ ಪ್ರಚಾರ ಮಾಡಿ ಎಂದು ಜಿಲ್ಲಾಧಿಕಾರಿಯವರು ತಿಳಿಸಿದರು. ಜಾಗೃತಿ ಕಾರ್ಯಕ್ರಮಗಳನ್ನು ಆಯೋಜಿಸುವ <box>412 998 691 1130</box>
story4-dateline: ▶▶ ಸುದ್ದಿಬುದ್ದಿ ಜಾಲ ಚಾಮರಾಜನಗರ <box>412 713 564 727</box>
box-sulwadi-title: ಸುಳ್ವಾಡಿ ಸಂತ್ರಸ್ತರಿಗೆ ಸೌಲಭ್ಯ ಒದಗಿಸಿ <box>703 992 1242 1028</box>
box-sulwadi-left: ಜಿಲ್ಲಾಧಿಕಾರಿ ಶಿಲ್ಪಾ ನಾಗ್ ಅವರು ಮಾತನಾಡಿ ಪಾಚಿ ಇರುವ ಚೀಟಿ ವಿಷಯದಲ್ಲಿ ಭೂಮಿ ಹಂಚಿಕೆ, ಗುರುತಿನ ಚೀಟಿ, ಇನ್ನಿತರ ಸಂಬಂಧ ಪರಿಶೀಲಿಸಿ ನಿಗದಿತ ಅವಧಿಯೊಳಗೆ ಕ್ರಮವಹಿಸಬೇಕು. <box>711 1038 967 1089</box>
story6-headline: ರಸ್ತೆ ಕಾಮಗಾರಿಗೆ ಶಾಸಕರಿಂದ ಚಾಲನೆ <box>463 1436 1011 1490</box>
story2-cols <box>916 402 1507 531</box>
story9-col1: ಯಳಂದೂರು: ವಿವಿಧ ಬೇಡಿಕೆಗಳ ಈಡೇರಿಕೆಗೆ ಆಗ್ರಹಿಸಿ ಕರ್ನಾಟಕ ರಾಜ್ಯ ಪೌರ ನೌಕರರ ಸಂಘ ಕರೆ ನೀಡಿದ ಕರೆಯ ಮೇರೆಗೆ ಪಟ್ಟಣ ಪಂಚಾಯಿತಿಯ ನೌಕರರು ಬೆಂಬಲ ಸೂಚಿಸಿ ಮಂಗಳವಾರ ಪಂಚಾಯಿತಿ ಮುಂಭಾಗ ಧರಣಿ ನಡೆಸಿದರು. ಏಪ್ರಿಲ್ 6 ರಂದು ಸಂಘದ ವತಿಯಿಂದ ರಾಜ್ಯ ಸರ್ಕಾರಕ್ಕೆ ಮನವಿ ಸಲ್ಲಿಸಿದ್ದರೂ ಬೇಡಿಕೆ ಈಡೇರಿಸಿಲ್ಲ. ರಾಜ್ಯದ ಸ್ಥಳೀಯ ಸಂಸ್ಥೆಗಳಲ್ಲಿ ಕೆಲಸ ನಿರ್ವಹಿಸುತ್ತಿರುವ ಪೌರ ನೌಕರರಿಗೆ ಸೇವಾ ಸೌಲಭ್ಯ ನೀಡಬೇಕು. <box>611 2037 903 2150</box>
story8-col1-box <box>7 1976 292 2381</box>
box-awareness-text: ಸಮಿತಿಯ ಮತ್ತೊರ್ವ ಸದಸ್ಯರಾದ ದೊಡ್ಡಿಂದುವಾಡಿ ಸಿದ್ದರಾಜು ಅವರು ಮಾತನಾಡಿ ದೌರ್ಜನ್ಯ ತಡೆ ಕಾಯ್ದೆ ಕುರಿತು ಜಾಗೃತಿ ನೀಡಲು ನಾಟಕ, ಸಂವಾದ, ಕಿರುಚಿತ್ರ, ಗೀತಗಾಯನ ಮುಂತಾದ ವೈವಿಧ್ಯಮಯ ಪ್ರಕಾರಗಳ ಮೂಲಕ ಜಾಗೃತಿ ಮೂಡಿಸಬೇಕು. ಕರಪತ್ರಗಳ ಮೂಲಕವು ಕಾಯ್ದೆಯ ಬಗ್ಗೆ ಹೆಚ್ಚು ಪ್ರಚಾರ ಪಡಿಸಬೇಕು ಎಂದರು. <box>713 1203 967 1310</box>
story5-photo <box>7 1766 359 1899</box>
story1-photo <box>7 116 591 325</box>
box-awareness-title: ವೈವಿಧ್ಯಮಯ ಪ್ರಕಾರಗಳ ಮೂಲಕ ಜಾಗೃತಿ <box>706 1169 974 1193</box>
footer-color-bar-left <box>0 2395 465 2408</box>
